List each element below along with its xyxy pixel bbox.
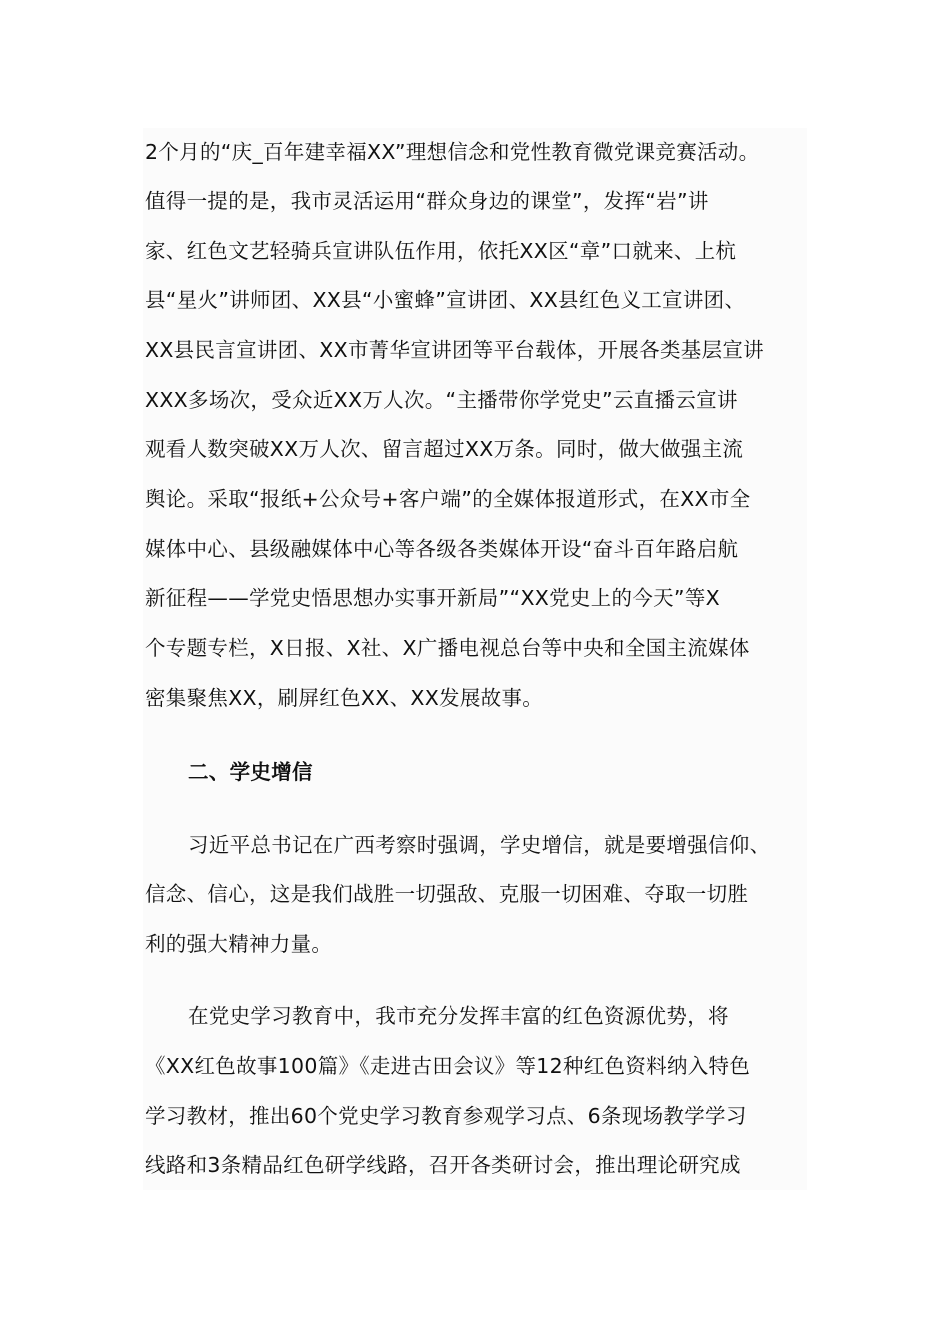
body-line: XXX多场次，受众近XX万人次。“主播带你学党史”云直播云宣讲 xyxy=(145,388,738,412)
body-line: 线路和3条精品红色研学线路，召开各类研讨会，推出理论研究成 xyxy=(145,1153,741,1177)
body-line: 学习教材，推出60个党史学习教育参观学习点、6条现场教学学习 xyxy=(145,1104,747,1128)
body-line: 县“星火”讲师团、XX县“小蜜蜂”宣讲团、XX县红色义工宣讲团、 xyxy=(145,288,746,312)
body-line: 《XX红色故事100篇》《走进古田会议》等12种红色资料纳入特色 xyxy=(145,1054,751,1078)
body-line: 家、红色文艺轻骑兵宣讲队伍作用，依托XX区“章”口就来、上杭 xyxy=(145,239,737,263)
body-line: 媒体中心、县级融媒体中心等各级各类媒体开设“奋斗百年路启航 xyxy=(145,537,739,561)
body-line: 舆论。采取“报纸+公众号+客户端”的全媒体报道形式，在XX市全 xyxy=(145,487,751,511)
body-line: 新征程——学党史悟思想办实事开新局”“XX党史上的今天”等X xyxy=(145,586,720,610)
body-line: 在党史学习教育中，我市充分发挥丰富的红色资源优势，将 xyxy=(188,1004,729,1028)
body-line: 值得一提的是，我市灵活运用“群众身边的课堂”，发挥“岩”讲 xyxy=(145,189,709,213)
body-line: 信念、信心，这是我们战胜一切强敌、克服一切困难、夺取一切胜 xyxy=(145,882,749,906)
body-line: 习近平总书记在广西考察时强调，学史增信，就是要增强信仰、 xyxy=(188,833,771,857)
body-line: 2个月的“庆_百年建幸福XX”理想信念和党性教育微党课竞赛活动。 xyxy=(145,140,760,164)
body-line: XX县民言宣讲团、XX市菁华宣讲团等平台载体，开展各类基层宣讲 xyxy=(145,338,764,362)
section-heading: 二、学史增信 xyxy=(188,760,313,784)
body-line: 观看人数突破XX万人次、留言超过XX万条。同时，做大做强主流 xyxy=(145,437,744,461)
body-line: 个专题专栏，X日报、X社、X广播电视总台等中央和全国主流媒体 xyxy=(145,636,750,660)
body-line: 密集聚焦XX，刷屏红色XX、XX发展故事。 xyxy=(145,686,544,710)
body-line: 利的强大精神力量。 xyxy=(145,932,333,956)
